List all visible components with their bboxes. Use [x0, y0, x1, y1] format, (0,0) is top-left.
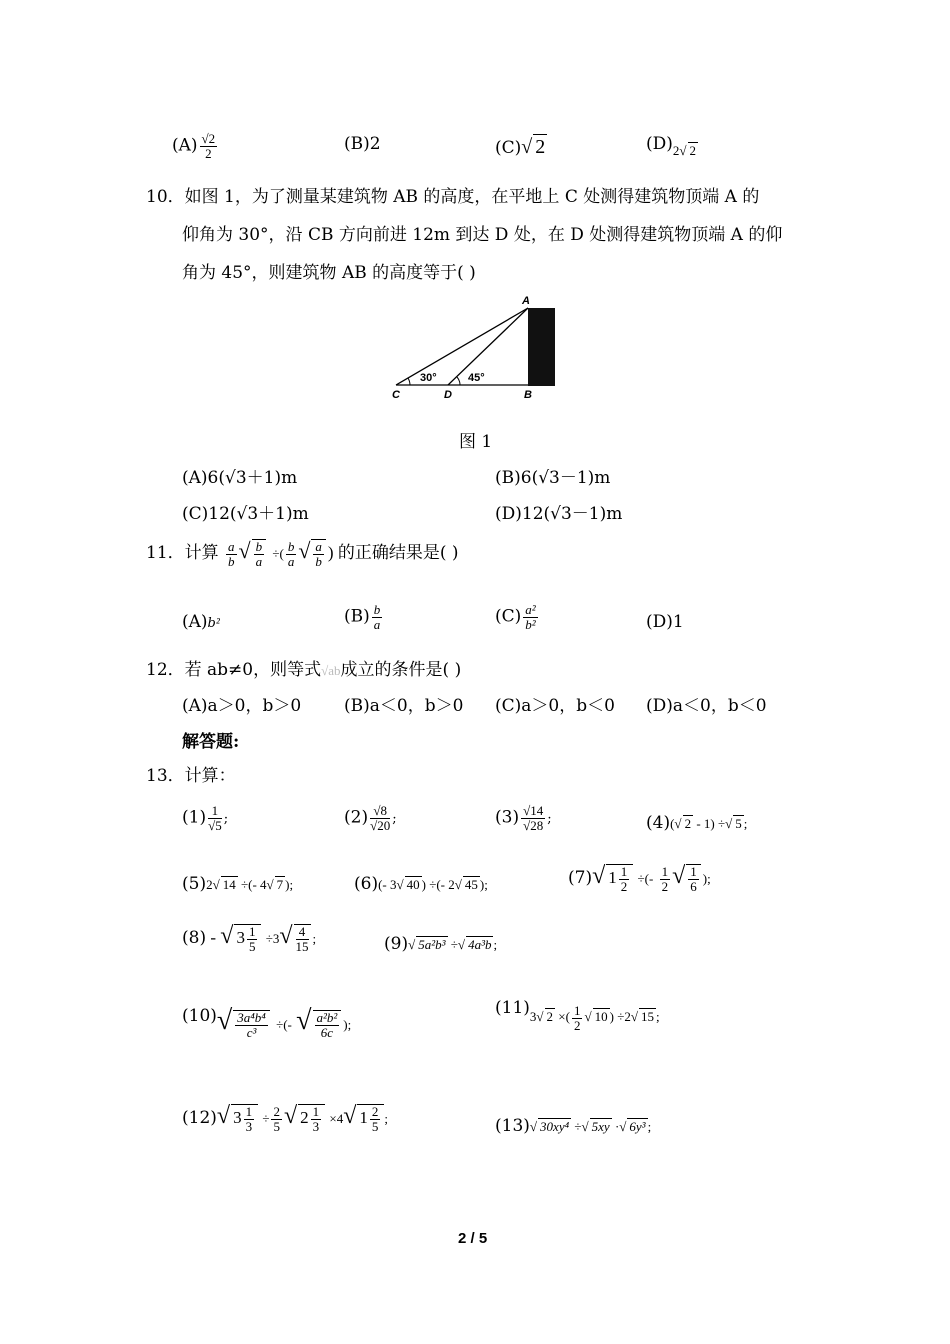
label-c: C	[392, 389, 400, 401]
q13-part-3: (3) $\frac{√14}{√28}$ ;	[495, 803, 552, 833]
q11-option-a: (A)𝑏²	[182, 612, 220, 632]
building	[528, 308, 555, 386]
figure-caption: 图 1	[459, 432, 493, 452]
q10-option-c: (C)12(√3＋1)m	[182, 504, 309, 524]
q9-option-d: $(D)_{2√ 2}$	[646, 134, 697, 158]
q10-line-2: 仰角为 30°，沿 CB 方向前进 12m 到达 D 处，在 D 处测得建筑物顶端 A 的仰	[182, 225, 783, 245]
q12-option-d: (D)a＜0，b＜0	[646, 696, 767, 716]
page-number: 2 / 5	[458, 1230, 488, 1247]
q13-part-9: (9)√ 5a²b³ ÷√ 4a³b ;	[384, 934, 498, 954]
q13-part-10: (10)√ $\frac{\text{3a⁴b⁴}}{\text{c³}}$ ÷(- √ $\frac{\text{a²b²}}{6c}$ );	[182, 1005, 352, 1041]
q13-part-8: (8) - √ 3 $\frac{1}{5}$ ÷3√ $\frac{4}{15}$ ;	[182, 923, 317, 955]
angle-45: 45°	[468, 372, 485, 384]
q9-option-a: (A) $\frac{√2}{2}$	[172, 131, 216, 161]
q11-option-d: (D)1	[646, 612, 684, 632]
label-d: D	[444, 389, 452, 401]
q13-part-2: (2) $\frac{√8}{√20}$ ;	[344, 803, 397, 833]
q10-option-b: (B)6(√3－1)m	[495, 468, 611, 488]
angle-30: 30°	[420, 372, 437, 384]
q13-part-11: $(11)_{3√ 2 \times( \frac{1}{2} √ 10 ) \div 2√ 15 ;}$	[495, 998, 660, 1033]
q13-part-7: (7)√ 1 $\frac{1}{2}$ ÷(- $\frac{1}{2}$ √ $\frac{1}{6}$ );	[568, 863, 711, 895]
q11-option-c: (C) $\frac{\text{a²}}{\text{b²}}$	[495, 602, 536, 632]
q10-figure	[388, 292, 568, 404]
q10-option-a: (A)6(√3＋1)m	[182, 468, 298, 488]
q11-expression: $\frac{a}{b}$ √ $\frac{b}{a}$ ÷( $\frac{b}{a}$ √ $\frac{a}{b}$ )	[228, 538, 334, 570]
q13-part-1: (1) $\frac{1}{√5}$ ;	[182, 803, 229, 833]
q13-part-5: (5)2√ 14 ÷(- 4√ 7 );	[182, 874, 294, 894]
label-a: A	[522, 295, 530, 307]
q13-part-12: (12)√ 3 $\frac{1}{3}$ ÷ $\frac{2}{5}$ √ 2 $\frac{1}{3}$ ×4√ 1 $\frac{2}{5}$ ;	[182, 1103, 389, 1134]
q11-option-b: (B) $\frac{b}{a}$	[344, 602, 381, 632]
q12-option-c: (C)a＞0，b＜0	[495, 696, 615, 716]
label-b: B	[524, 389, 532, 401]
q12-stem: 12．若 ab≠0，则等式√ab成立的条件是( )	[146, 660, 462, 680]
q12-option-a: (A)a＞0，b＞0	[182, 696, 302, 716]
q13-part-13: (13)√ 30xy⁴ ÷√ 5xy ·√ 6y³ ;	[495, 1116, 652, 1136]
q12-option-b: (B)a＜0，b＞0	[344, 696, 464, 716]
section-heading: 解答题:	[182, 732, 240, 752]
q11-stem: 11．计算 $\frac{a}{b}$ √ $\frac{b}{a}$ ÷( $\frac{b}{a}$ √ $\frac{a}{b}$ ) 的正确结果是( )	[146, 538, 459, 570]
q10-line-1: 10．如图 1，为了测量某建筑物 AB 的高度，在平地上 C 处测得建筑物顶端 A 的	[146, 187, 760, 207]
q13-part-6: (6)(- 3√ 40 ) ÷(- 2√ 45 );	[354, 874, 488, 894]
q13-stem: 13．计算：	[146, 766, 236, 786]
q9-option-b: (B)2	[344, 134, 381, 154]
q10-line-3: 角为 45°，则建筑物 AB 的高度等于( )	[182, 263, 476, 283]
q13-part-4: (4)(√ 2 - 1) ÷√ 5 ;	[646, 813, 748, 833]
q9-option-c: (C)√ 2	[495, 136, 546, 158]
q10-option-d: (D)12(√3－1)m	[495, 504, 623, 524]
